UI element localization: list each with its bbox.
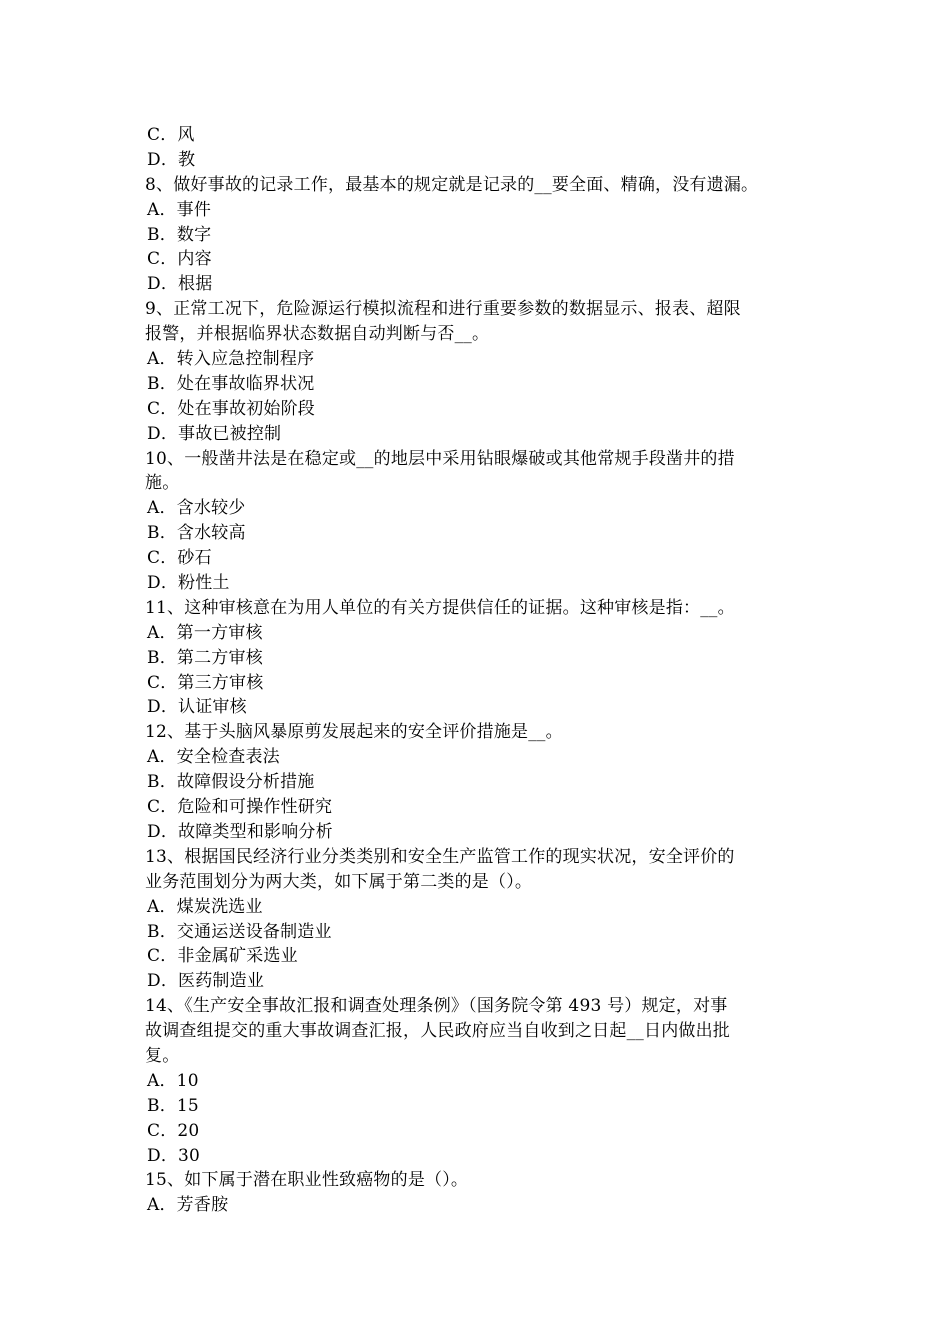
option-line: B．交通运送设备制造业: [147, 921, 332, 942]
option-line: D．认证审核: [147, 697, 247, 718]
question-line: 报警，并根据临界状态数据自动判断与否__。: [145, 324, 490, 345]
option-line: D．根据: [147, 274, 213, 295]
option-line: C．内容: [147, 249, 212, 270]
question-line: 复。: [145, 1045, 180, 1066]
question-line: 故调查组提交的重大事故调查汇报，人民政府应当自收到之日起__日内做出批: [145, 1021, 730, 1042]
question-line: 11、这种审核意在为用人单位的有关方提供信任的证据。这种审核是指：__。: [145, 597, 735, 618]
option-line: C．风: [147, 125, 195, 145]
option-line: A．10: [147, 1070, 199, 1091]
option-line: D．粉性土: [147, 573, 230, 594]
question-line: 15、如下属于潜在职业性致癌物的是（）。: [145, 1170, 469, 1191]
question-line: 10、一般凿井法是在稳定或__的地层中采用钻眼爆破或其他常规手段凿井的措: [145, 448, 735, 469]
option-line: B．含水较高: [147, 523, 246, 544]
option-line: B．处在事故临界状况: [147, 373, 315, 394]
option-line: B．数字: [147, 224, 212, 245]
document-page: [145, 123, 815, 1218]
option-line: A．事件: [147, 199, 212, 220]
option-line: C．砂石: [147, 548, 212, 569]
question-line: 12、基于头脑风暴原剪发展起来的安全评价措施是__。: [145, 722, 563, 743]
option-line: A．安全检查表法: [147, 747, 280, 768]
option-line: A．转入应急控制程序: [147, 349, 315, 370]
option-line: D．医药制造业: [147, 971, 265, 992]
option-line: C．非金属矿采选业: [147, 946, 298, 967]
option-line: D．教: [147, 149, 196, 170]
option-line: C．处在事故初始阶段: [147, 398, 316, 419]
option-line: A．第一方审核: [147, 622, 263, 643]
option-line: B．15: [147, 1095, 199, 1116]
question-line: 8、做好事故的记录工作，最基本的规定就是记录的__要全面、精确，没有遗漏。: [145, 174, 759, 195]
option-line: A．含水较少: [147, 498, 246, 519]
option-line: C．20: [147, 1120, 200, 1141]
option-line: B．第二方审核: [147, 647, 263, 668]
option-line: D．30: [147, 1145, 201, 1166]
option-line: A．芳香胺: [147, 1195, 229, 1216]
question-line: 9、正常工况下，危险源运行模拟流程和进行重要参数的数据显示、报表、超限: [145, 299, 741, 320]
question-line: 施。: [145, 473, 180, 494]
question-line: 业务范围划分为两大类，如下属于第二类的是（）。: [145, 871, 533, 892]
option-line: C．第三方审核: [147, 672, 264, 693]
option-line: D．故障类型和影响分析: [147, 821, 333, 842]
question-line: 13、根据国民经济行业分类类别和安全生产监管工作的现实状况，安全评价的: [145, 846, 735, 867]
option-line: B．故障假设分析措施: [147, 772, 315, 793]
option-line: C．危险和可操作性研究: [147, 797, 333, 818]
option-line: D．事故已被控制: [147, 423, 282, 444]
question-line: 14、《生产安全事故汇报和调查处理条例》（国务院令第 493 号）规定，对事: [145, 996, 728, 1017]
option-line: A．煤炭洗选业: [147, 896, 263, 917]
